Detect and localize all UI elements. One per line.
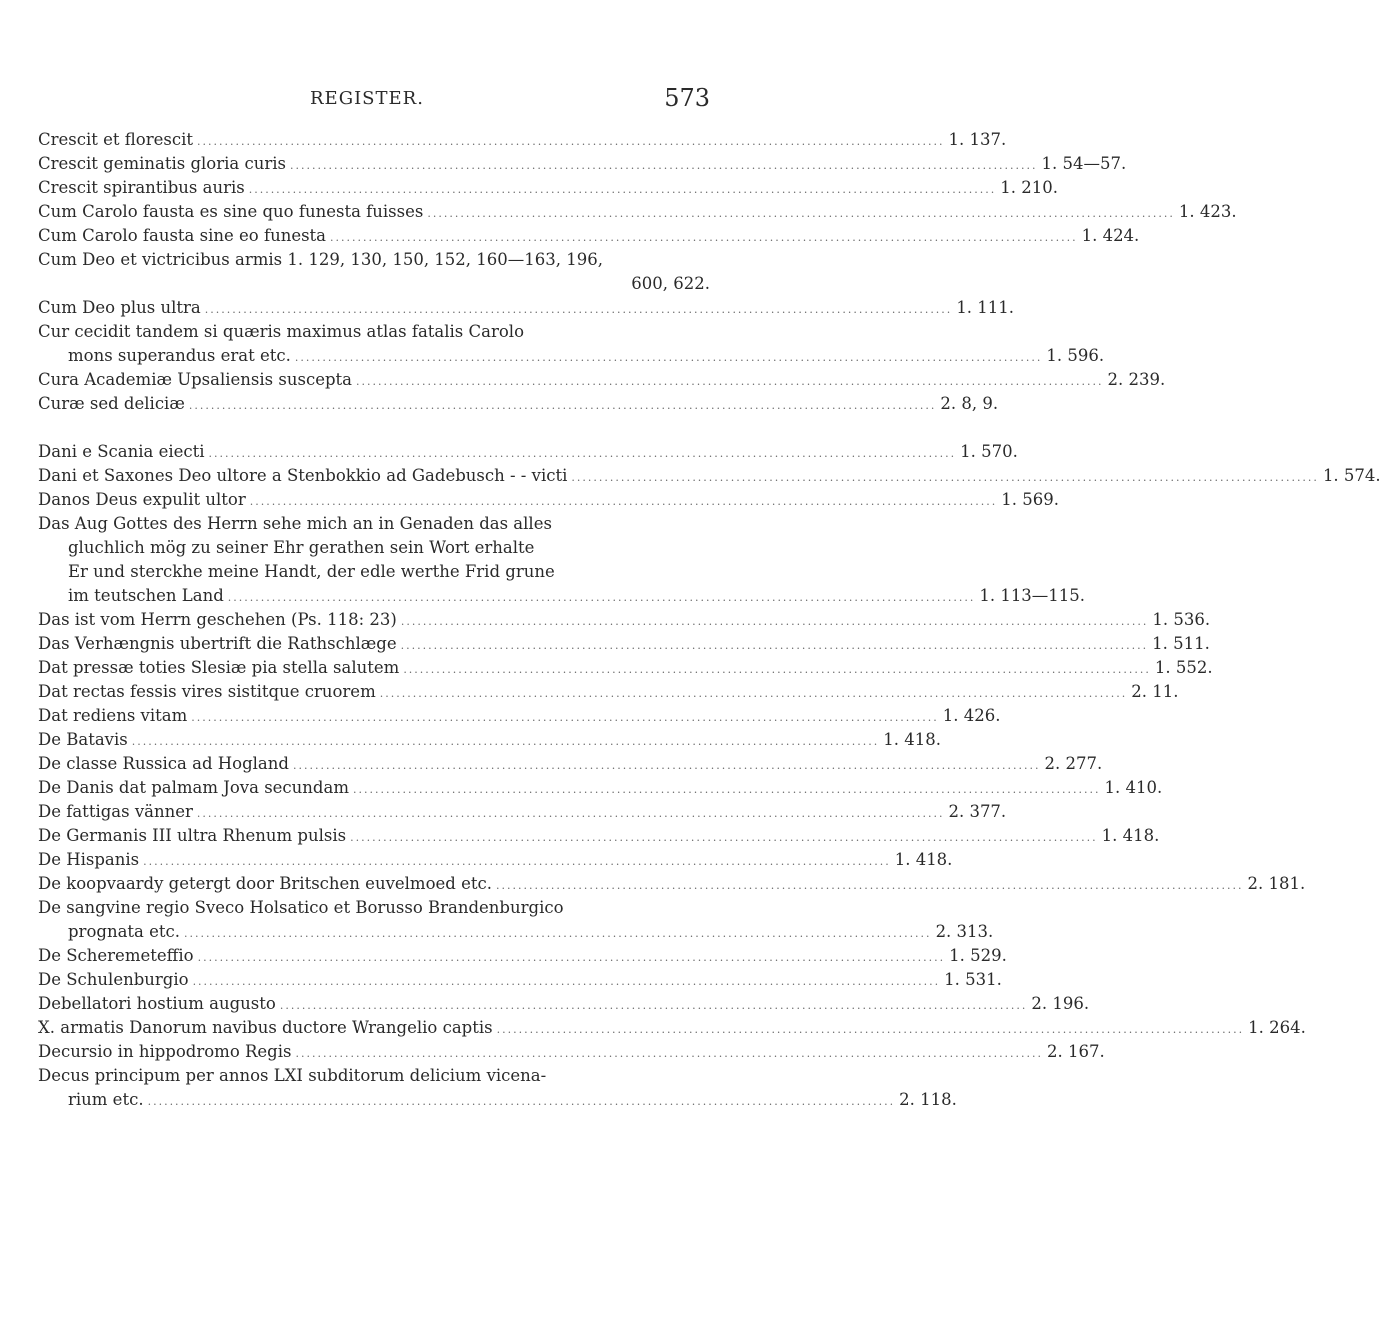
dot-leader: ........................................................................................................................................ — [192, 975, 941, 988]
entry-reference: 1. 569. — [1001, 490, 1059, 509]
entry-reference: 2. 239. — [1107, 370, 1166, 389]
entry-reference: 1. 552. — [1154, 658, 1213, 677]
entry-text: Dani e Scania eiecti — [38, 442, 205, 461]
entry-text: De Scheremeteffio — [38, 946, 194, 965]
entry-reference: 2. 118. — [899, 1090, 957, 1109]
dot-leader: ........................................................................................................................................ — [427, 207, 1175, 220]
entry-leader-row — [38, 344, 1105, 368]
index-entry — [38, 392, 999, 416]
entry-reference: 1. 418. — [894, 850, 953, 869]
index-entry — [38, 608, 1211, 632]
entry-reference: 1. 426. — [942, 706, 1001, 725]
dot-leader: ........................................................................................................................................ — [191, 711, 939, 724]
index-entry — [38, 488, 1059, 512]
entry-text: Das Verhængnis ubertrift die Rathschlæge — [38, 634, 397, 653]
entry-text: Danos Deus expulit ultor — [38, 490, 246, 509]
entry-text: Dat pressæ toties Slesiæ pia stella salutem — [38, 658, 400, 677]
entry-text: rium etc. — [68, 1090, 144, 1109]
entry-reference: 1. 570. — [960, 442, 1018, 461]
dot-leader: ........................................................................................................................................ — [356, 375, 1104, 388]
entry-text: Das ist vom Herrn geschehen (Ps. 118: 23) — [38, 610, 397, 629]
index-entry — [38, 320, 1105, 368]
entry-reference: 1. 424. — [1081, 226, 1140, 245]
entry-reference: 1. 536. — [1152, 610, 1211, 629]
entry-text: Cura Academiæ Upsaliensis suscepta — [38, 370, 352, 389]
entry-reference: 1. 418. — [883, 730, 942, 749]
entry-reference: 2. 181. — [1247, 874, 1306, 893]
index-entry — [38, 248, 710, 296]
page-title: REGISTER. — [310, 88, 424, 109]
dot-leader: ........................................................................................................................................ — [248, 183, 997, 196]
dot-leader: ........................................................................................................................................ — [147, 1095, 896, 1108]
entry-leader-row — [38, 584, 1086, 608]
index-entry — [38, 296, 1015, 320]
dot-leader: ........................................................................................................................................ — [188, 399, 937, 412]
entry-text-line: Decus principum per annos LXI subditorum delicium vicena- — [38, 1066, 547, 1085]
index-entry — [38, 848, 953, 872]
index-entry — [38, 176, 1058, 200]
entry-text: Decursio in hippodromo Regis — [38, 1042, 292, 1061]
entry-text: Curæ sed deliciæ — [38, 394, 185, 413]
dot-leader: ........................................................................................................................................ — [292, 759, 1041, 772]
entry-reference: 2. 313. — [935, 922, 994, 941]
entry-reference: 1. 511. — [1152, 634, 1210, 653]
entry-text: De Hispanis — [38, 850, 140, 869]
entry-text: Cum Carolo fausta sine eo funesta — [38, 226, 327, 245]
index-entry — [38, 200, 1237, 224]
index-entry — [38, 128, 1007, 152]
index-entry — [38, 224, 1140, 248]
dot-leader: ........................................................................................................................................ — [400, 615, 1149, 628]
entry-text-line: Das Aug Gottes des Herrn sehe mich an in Genaden das alles — [38, 514, 552, 533]
register-page — [38, 84, 1381, 1112]
index-entry — [38, 512, 1086, 608]
index-entry — [38, 944, 1007, 968]
index-entry — [38, 776, 1163, 800]
index-section-c — [38, 128, 1237, 416]
dot-leader: ........................................................................................................................................ — [403, 663, 1151, 676]
entry-reference: 1. 113—115. — [979, 586, 1086, 605]
entry-text-line: Er und sterckhe meine Handt, der edle werthe Frid grune — [68, 562, 555, 581]
dot-leader: ........................................................................................................................................ — [196, 807, 945, 820]
dot-leader: ........................................................................................................................................ — [352, 783, 1101, 796]
entry-text: im teutschen Land — [68, 586, 224, 605]
dot-leader: ........................................................................................................................................ — [290, 159, 1038, 172]
entry-reference: 1. 531. — [944, 970, 1002, 989]
index-entry — [38, 704, 1001, 728]
dot-leader: ........................................................................................................................................ — [208, 447, 957, 460]
index-entry — [38, 992, 1090, 1016]
index-entry — [38, 656, 1213, 680]
entry-text: prognata etc. — [68, 922, 181, 941]
entry-leader-row — [38, 1088, 957, 1112]
index-entry — [38, 1016, 1306, 1040]
index-entry — [38, 152, 1127, 176]
entry-reference: 1. 54—57. — [1041, 154, 1127, 173]
entry-reference: 2. 377. — [948, 802, 1007, 821]
index-entry — [38, 632, 1210, 656]
index-entry — [38, 968, 1002, 992]
dot-leader: ........................................................................................................................................ — [197, 951, 946, 964]
index-entry — [38, 440, 1018, 464]
entry-text: Dani et Saxones Deo ultore a Stenbokkio ad Gadebusch - - victi — [38, 466, 568, 485]
entry-reference: 600, 622. — [631, 274, 710, 293]
entry-reference: 1. 574. — [1322, 466, 1381, 485]
index-entry — [38, 800, 1007, 824]
dot-leader: ........................................................................................................................................ — [295, 1047, 1044, 1060]
entry-text: De Schulenburgio — [38, 970, 189, 989]
dot-leader: ........................................................................................................................................ — [197, 135, 945, 148]
entry-reference: 1. 529. — [949, 946, 1007, 965]
entry-text-line: De sangvine regio Sveco Holsatico et Borusso Brandenburgico — [38, 898, 564, 917]
dot-leader: ........................................................................................................................................ — [496, 1023, 1245, 1036]
index-entry — [38, 1040, 1105, 1064]
entry-reference: 1. 418. — [1101, 826, 1160, 845]
entry-text: Debellatori hostium augusto — [38, 994, 276, 1013]
index-entry — [38, 680, 1179, 704]
entry-text: De koopvaardy getergt door Britschen euvelmoed etc. — [38, 874, 492, 893]
dot-leader: ........................................................................................................................................ — [184, 927, 932, 940]
dot-leader: ........................................................................................................................................ — [294, 351, 1043, 364]
dot-leader: ........................................................................................................................................ — [400, 639, 1149, 652]
entry-reference: 1. 423. — [1178, 202, 1237, 221]
index-entry — [38, 896, 994, 944]
dot-leader: ........................................................................................................................................ — [143, 855, 891, 868]
entry-reference: 2. 167. — [1047, 1042, 1105, 1061]
entry-text: Dat rectas fessis vires sistitque cruorem — [38, 682, 376, 701]
index-entry — [38, 824, 1160, 848]
entry-text-line: Cur cecidit tandem si quæris maximus atlas fatalis Carolo — [38, 322, 525, 341]
dot-leader: ........................................................................................................................................ — [350, 831, 1098, 844]
entry-reference: 1. 264. — [1248, 1018, 1306, 1037]
index-entry — [38, 1064, 957, 1112]
entry-text: Dat rediens vitam — [38, 706, 188, 725]
dot-leader: ........................................................................................................................................ — [571, 471, 1319, 484]
page-number: 573 — [664, 84, 710, 112]
dot-leader: ........................................................................................................................................ — [279, 999, 1028, 1012]
entry-text: Crescit spirantibus auris — [38, 178, 245, 197]
entry-text-line: Cum Deo et victricibus armis 1. 129, 130, 150, 152, 160—163, 196, — [38, 250, 604, 269]
index-section-d — [38, 440, 1381, 1112]
entry-leader-row — [38, 920, 994, 944]
entry-text: De Batavis — [38, 730, 128, 749]
dot-leader: ........................................................................................................................................ — [249, 495, 998, 508]
entry-reference: 2. 277. — [1044, 754, 1103, 773]
entry-reference: 2. 11. — [1131, 682, 1179, 701]
entry-text: De classe Russica ad Hogland — [38, 754, 289, 773]
entry-text: De Danis dat palmam Jova secundam — [38, 778, 349, 797]
entry-reference: 1. 137. — [948, 130, 1007, 149]
entry-text: Cum Deo plus ultra — [38, 298, 201, 317]
entry-text: Crescit et florescit — [38, 130, 193, 149]
dot-leader: ........................................................................................................................................ — [379, 687, 1128, 700]
section-divider — [38, 416, 710, 440]
index-entry — [38, 464, 1381, 488]
entry-text: De Germanis III ultra Rhenum pulsis — [38, 826, 347, 845]
entry-text: Crescit geminatis gloria curis — [38, 154, 286, 173]
entry-reference: 1. 596. — [1046, 346, 1105, 365]
entry-text-line: gluchlich mög zu seiner Ehr gerathen sein Wort erhalte — [68, 538, 535, 557]
entry-reference: 2. 8, 9. — [940, 394, 999, 413]
dot-leader: ........................................................................................................................................ — [227, 591, 976, 604]
index-entry — [38, 728, 942, 752]
entry-text: De fattigas vänner — [38, 802, 193, 821]
entry-text: mons superandus erat etc. — [68, 346, 291, 365]
index-entry — [38, 368, 1166, 392]
entry-text: X. armatis Danorum navibus ductore Wrangelio captis — [38, 1018, 493, 1037]
entry-reference: 1. 210. — [1000, 178, 1058, 197]
entry-reference: 1. 111. — [956, 298, 1015, 317]
dot-leader: ........................................................................................................................................ — [131, 735, 880, 748]
dot-leader: ........................................................................................................................................ — [495, 879, 1244, 892]
page-header — [38, 84, 710, 116]
dot-leader: ........................................................................................................................................ — [330, 231, 1078, 244]
entry-reference: 1. 410. — [1104, 778, 1163, 797]
entry-reference: 2. 196. — [1031, 994, 1090, 1013]
index-entry — [38, 752, 1103, 776]
dot-leader: ........................................................................................................................................ — [204, 303, 953, 316]
index-entry — [38, 872, 1306, 896]
entry-text: Cum Carolo fausta es sine quo funesta fuisses — [38, 202, 424, 221]
